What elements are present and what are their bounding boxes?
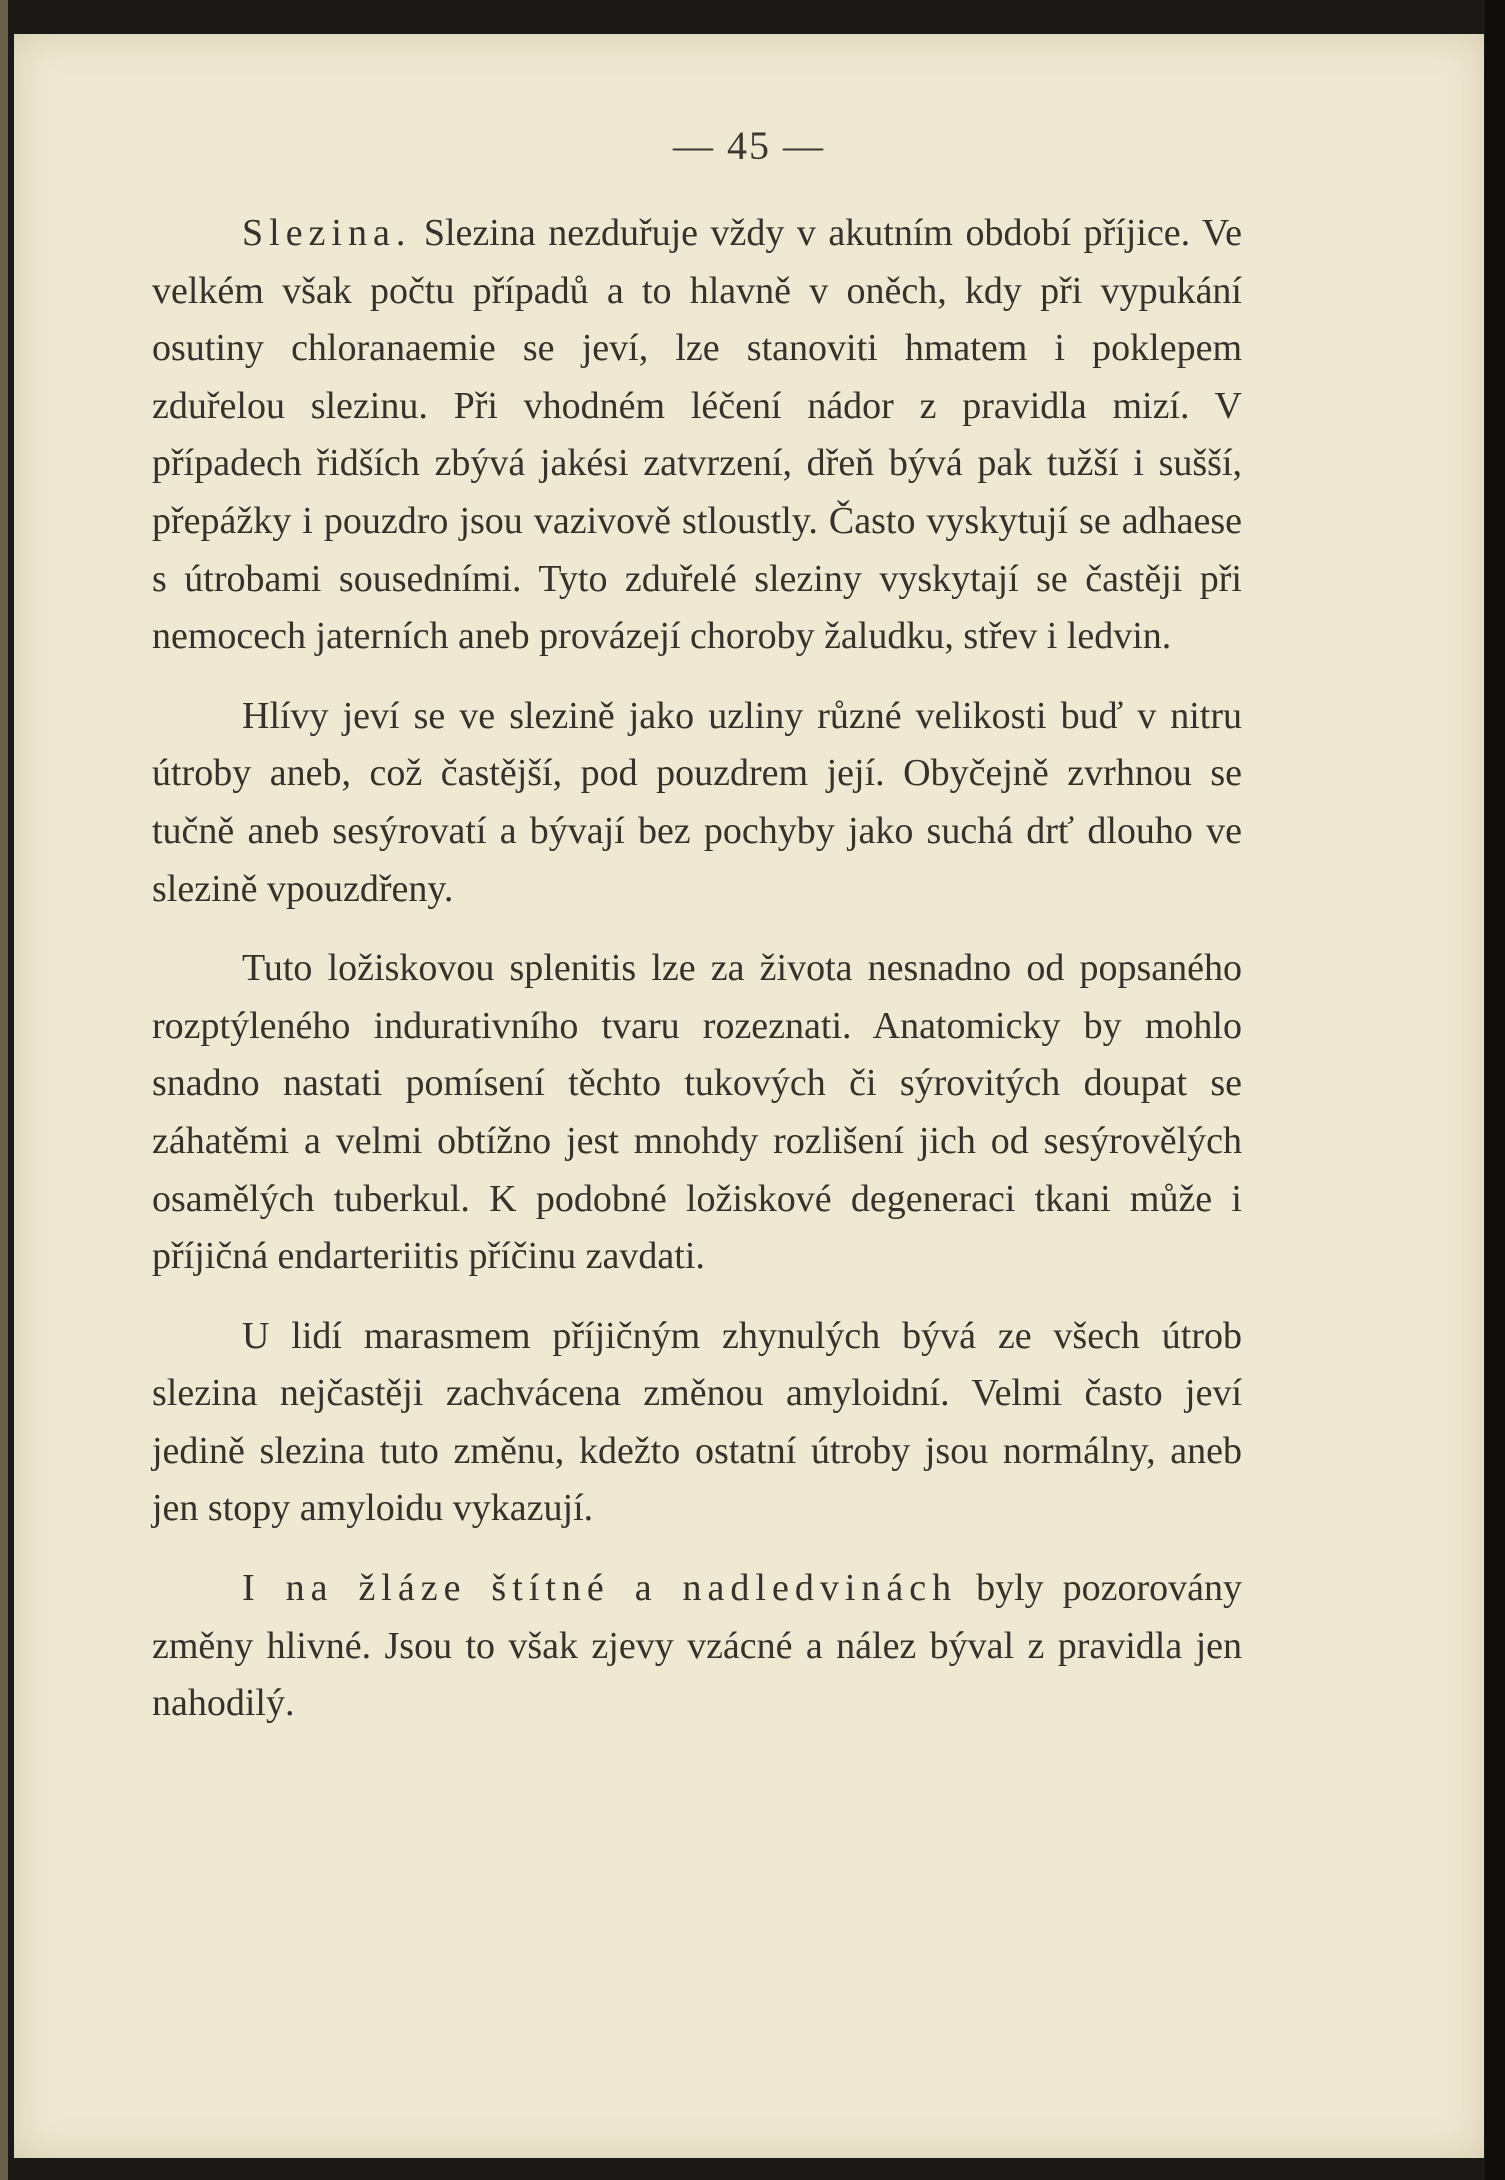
paragraph-text: byly pozorovány změny hlivné. Jsou to však zjevy vzácné a nález býval z pravidla jen nahodilý. (152, 1567, 1242, 1725)
section-heading-thyroid: I na žláze štítné a nadledvinách (242, 1567, 958, 1610)
paragraph-gummata (152, 688, 1242, 918)
paragraph-text: Hlívy jeví se ve slezině jako uzliny různé velikosti buď v nitru útroby aneb, což častější, pod pouzdrem její. Obyčejně zvrhnou se tučně aneb sesýrovatí a bývají bez pochyby jako suchá drť dlouho ve slezině vpouzdřeny. (152, 694, 1242, 910)
page-number: — 45 — (673, 123, 825, 168)
paragraph-thyroid-adrenal (152, 1560, 1242, 1733)
paragraph-amyloid (152, 1308, 1242, 1538)
paragraph-text: U lidí marasmem příjičným zhynulých bývá ze všech útrob slezina nejčastěji zachvácena změnou amyloidní. Velmi často jeví jedině slezina tuto změnu, kdežto ostatní útroby jsou normálny, aneb jen stopy amyloidu vykazují. (152, 1314, 1242, 1530)
book-right-edge (1485, 0, 1505, 2180)
body-text (152, 205, 1242, 1755)
paragraph-text: Tuto ložiskovou splenitis lze za života nesnadno od popsaného rozptýleného indurativního tvaru rozeznati. Anatomicky by mohlo snadno nastati pomísení těchto tukových či sýrovitých doupat se záhatěmi a velmi obtížno jest mnohdy rozlišení jich od sesýrovělých osamělých tuberkul. K podobné ložiskové degeneraci tkani může i příjičná endarteriitis příčinu zavdati. (152, 947, 1242, 1278)
paragraph-spleen (152, 205, 1242, 666)
paragraph-splenitis (152, 940, 1242, 1286)
book-spine-edge (0, 0, 8, 2180)
paragraph-text: Slezina nezduřuje vždy v akutním období příjice. Ve velkém však počtu případů a to hlavně v oněch, kdy při vypukání osutiny chloranaemie se jeví, lze stanoviti hmatem i poklepem zduřelou slezinu. Při vhodném léčení nádor z pravidla mizí. V případech řidších zbývá jakési zatvrzení, dřeň bývá pak tužší i sušší, přepážky i pouzdro jsou vazivově stloustly. Často vyskytují se adhaese s útrobami sousedními. Tyto zduřelé sleziny vyskytají se častěji při nemocech jaterních aneb provázejí choroby žaludku, střev i ledvin. (152, 212, 1242, 658)
section-heading-spleen: Slezina. (242, 212, 412, 254)
